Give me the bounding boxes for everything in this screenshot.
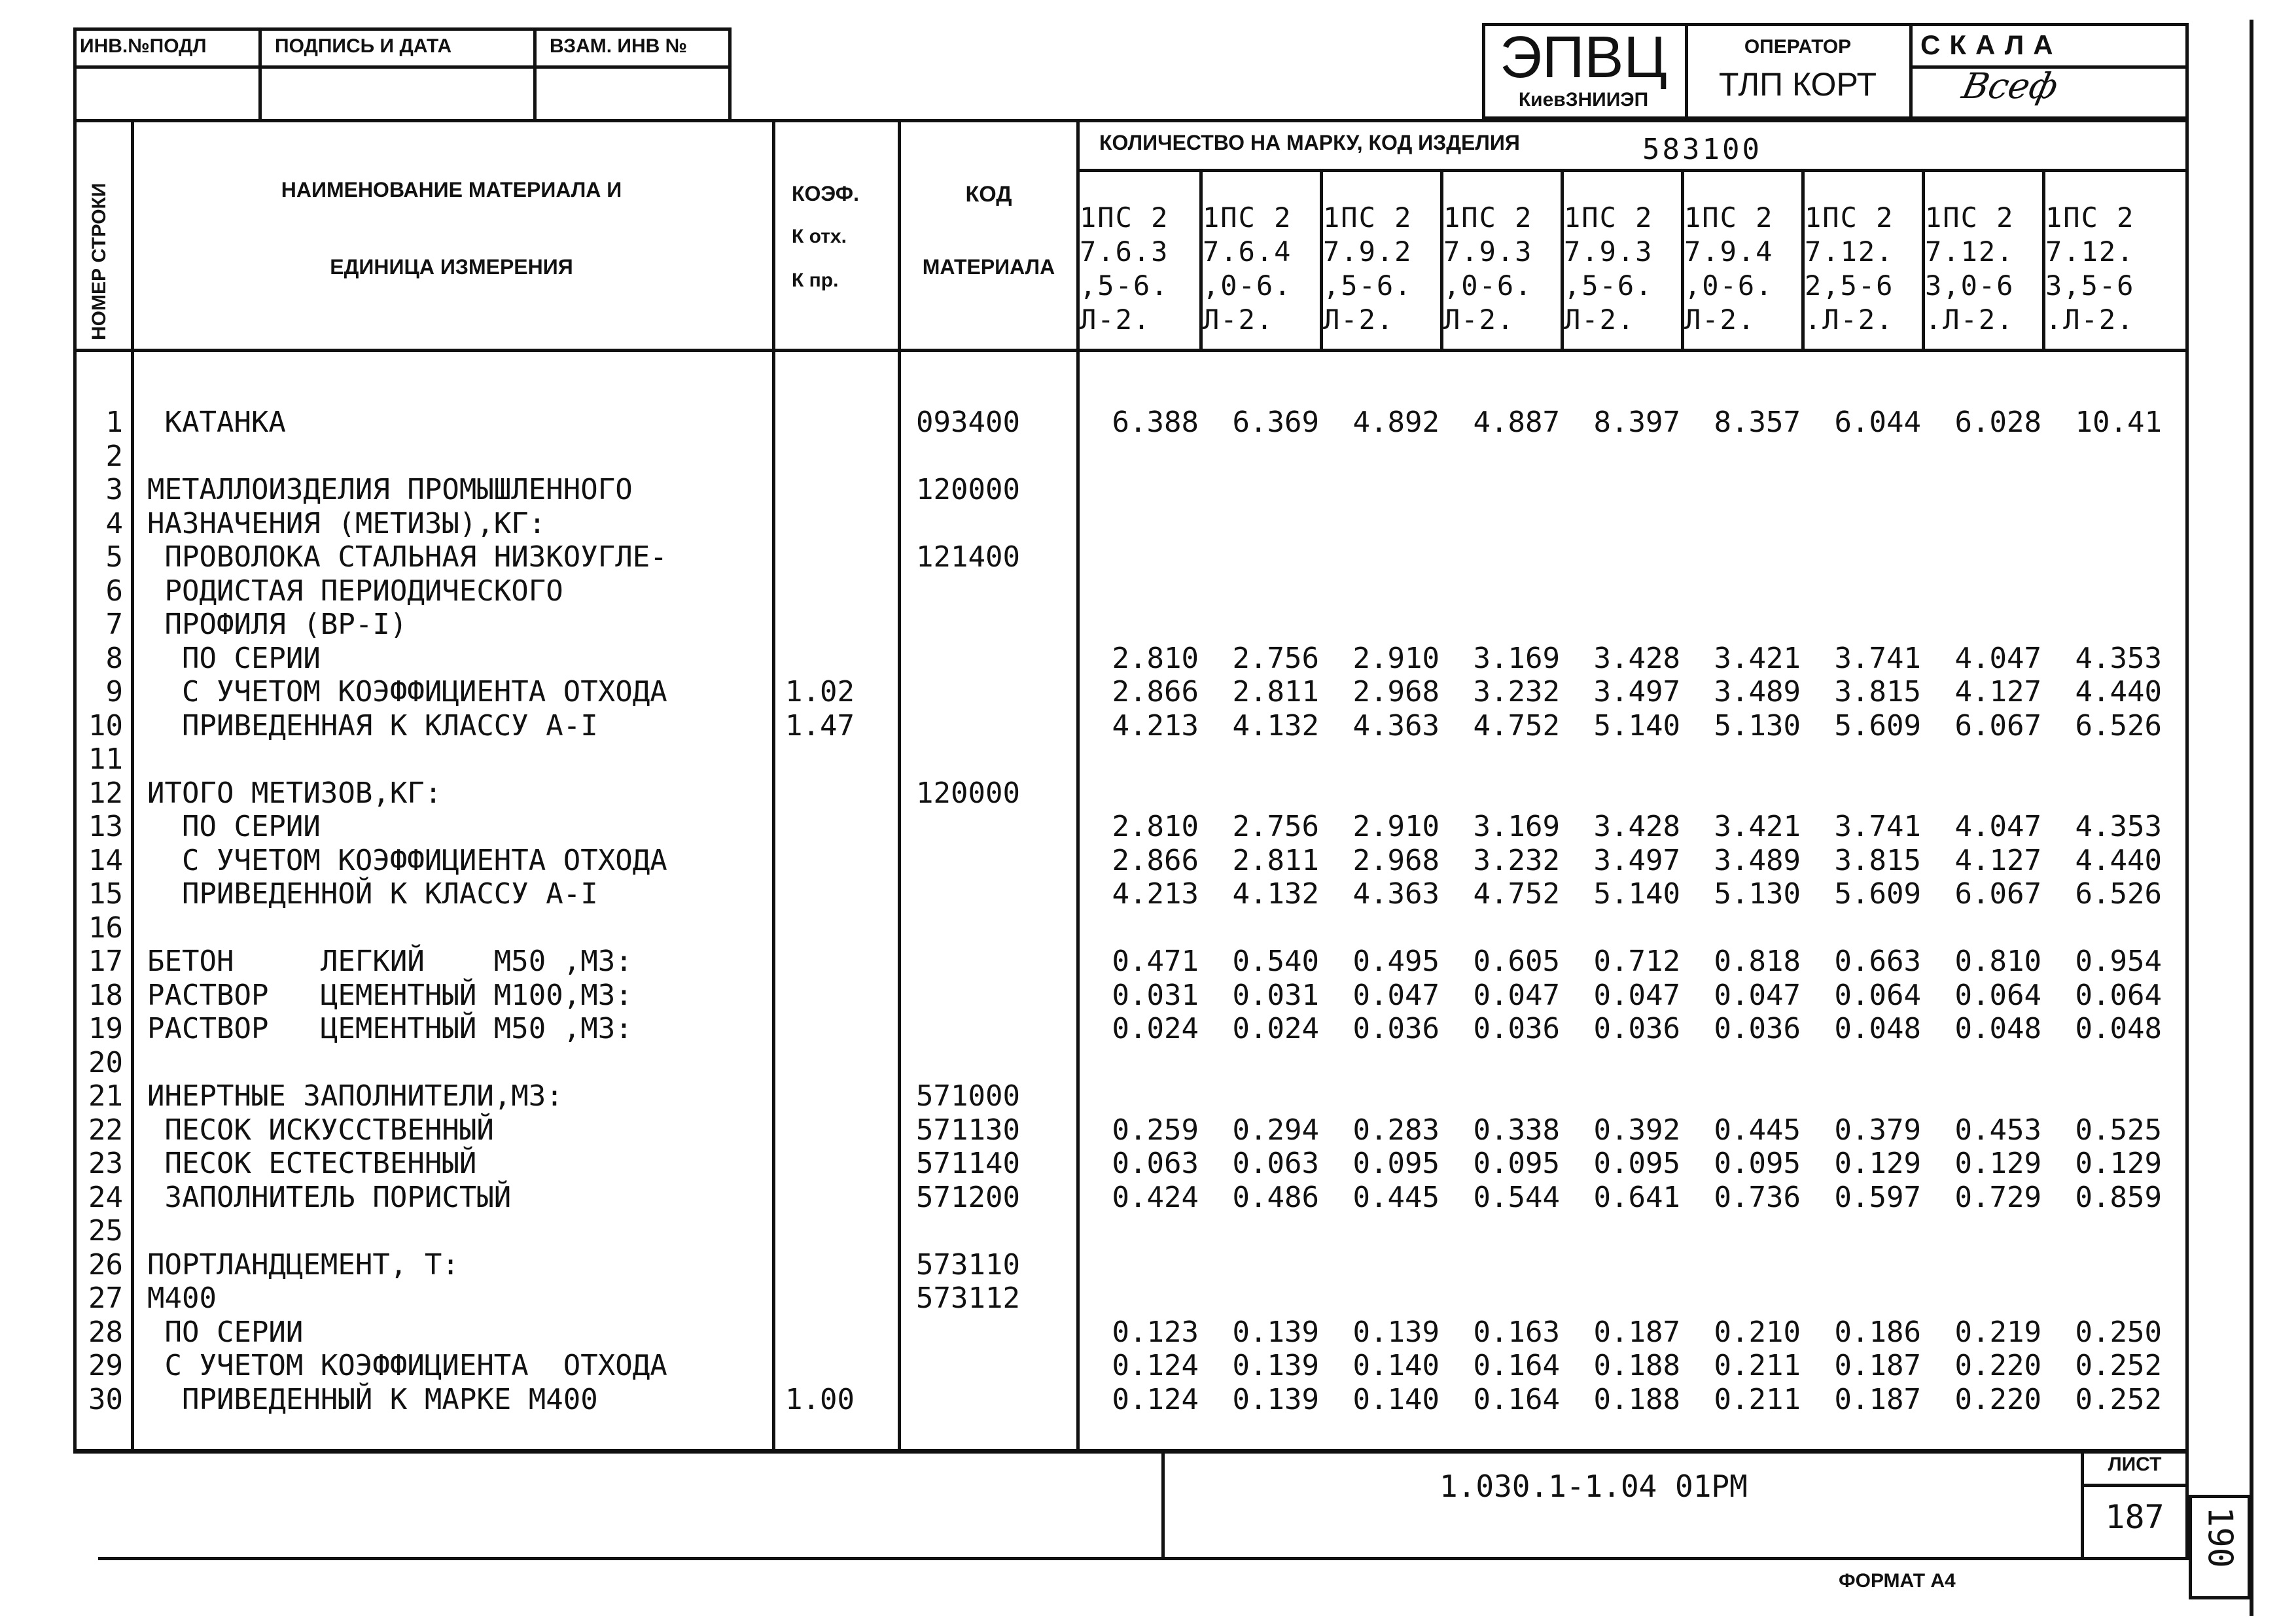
quantity-value: 4.752 <box>1473 709 1560 742</box>
quantity-value: 3.428 <box>1593 810 1680 843</box>
stamp-header-inventory: ИНВ.№ПОДЛ <box>80 35 207 57</box>
quantity-value: 0.047 <box>1352 979 1439 1012</box>
product-column-header: .Л-2. <box>1925 304 2015 336</box>
product-column-header: 1ПС 2 <box>1203 201 1292 234</box>
quantity-value: 4.440 <box>2075 675 2162 708</box>
quantity-value: 6.388 <box>1112 406 1199 439</box>
row-number: 10 <box>88 709 123 742</box>
product-column-header: 1ПС 2 <box>1080 201 1169 234</box>
quantity-header-line <box>1076 169 2189 172</box>
product-column-header: 3,5-6 <box>2045 270 2135 302</box>
quantity-value: 0.047 <box>1473 979 1560 1012</box>
material-name: С УЧЕТОМ КОЭФФИЦИЕНТА ОТХОДА <box>147 1349 667 1382</box>
system-name: СКАЛА <box>1920 29 2062 60</box>
product-column-header: ,0-6. <box>1203 270 1292 302</box>
quantity-value: 0.859 <box>2075 1181 2162 1214</box>
row-number: 1 <box>105 406 123 439</box>
quantity-value: 2.968 <box>1352 675 1439 708</box>
quantity-value: 3.169 <box>1473 642 1560 675</box>
quantity-value: 0.187 <box>1834 1383 1921 1416</box>
quantity-value: 0.124 <box>1112 1383 1199 1416</box>
stamp-col-divider-2 <box>533 27 537 122</box>
row-number: 22 <box>88 1113 123 1147</box>
quantity-value: 6.526 <box>2075 709 2162 742</box>
org-name: ЭПВЦ <box>1500 25 1667 90</box>
quantity-value: 4.132 <box>1232 877 1319 911</box>
row-number: 5 <box>105 540 123 574</box>
quantity-value: 4.353 <box>2075 810 2162 843</box>
material-code: 120000 <box>916 473 1020 506</box>
quantity-value: 0.597 <box>1834 1181 1921 1214</box>
product-column-header: Л-2. <box>1564 304 1636 336</box>
quantity-value: 3.497 <box>1593 844 1680 877</box>
quantity-value: 5.609 <box>1834 709 1921 742</box>
quantity-value: 0.188 <box>1593 1349 1680 1382</box>
material-name: РОДИСТАЯ ПЕРИОДИЧЕСКОГО <box>147 574 563 608</box>
doc-code: 1.030.1-1.04 01РМ <box>1439 1469 1748 1504</box>
quantity-value: 0.445 <box>1714 1113 1801 1147</box>
header-bottom-line <box>73 349 2189 352</box>
material-code: 573112 <box>916 1282 1020 1315</box>
material-code: 573110 <box>916 1248 1020 1282</box>
quantity-value: 6.526 <box>2075 877 2162 911</box>
format-label: ФОРМАТ А4 <box>1839 1570 1956 1592</box>
quantity-value: 0.139 <box>1232 1349 1319 1382</box>
coef-header-kwaste: К отх. <box>792 226 847 247</box>
product-column-header: ,5-6. <box>1323 270 1413 302</box>
quantity-value: 2.866 <box>1112 844 1199 877</box>
quantity-value: 4.363 <box>1352 709 1439 742</box>
row-number: 20 <box>88 1046 123 1079</box>
quantity-value: 0.129 <box>1834 1147 1921 1180</box>
material-name: БЕТОН ЛЕГКИЙ М50 ,М3: <box>147 945 633 978</box>
quantity-value: 4.213 <box>1112 709 1199 742</box>
row-number: 11 <box>88 742 123 776</box>
quantity-value: 5.130 <box>1714 877 1801 911</box>
quantity-value: 2.910 <box>1352 810 1439 843</box>
page-number: 190 <box>2200 1507 2240 1568</box>
col-divider-coef <box>898 119 901 1454</box>
material-name: ЗАПОЛНИТЕЛЬ ПОРИСТЫЙ <box>147 1181 512 1214</box>
product-column-header: 7.9.3 <box>1564 236 1653 268</box>
right-edge-line <box>2250 20 2253 1616</box>
row-number: 27 <box>88 1282 123 1315</box>
quantity-value: 8.357 <box>1714 406 1801 439</box>
quantity-value: 0.164 <box>1473 1349 1560 1382</box>
product-column-header: .Л-2. <box>2045 304 2135 336</box>
product-column-header: ,5-6. <box>1564 270 1653 302</box>
material-name: ПОРТЛАНДЦЕМЕНТ, Т: <box>147 1248 459 1282</box>
product-column-header: 1ПС 2 <box>2045 201 2135 234</box>
quantity-value: 4.892 <box>1352 406 1439 439</box>
quantity-value: 0.259 <box>1112 1113 1199 1147</box>
quantity-value: 0.220 <box>1954 1383 2041 1416</box>
product-column-header: Л-2. <box>1323 304 1395 336</box>
quantity-value: 2.756 <box>1232 810 1319 843</box>
product-column-header: 1ПС 2 <box>1323 201 1413 234</box>
quantity-value: 0.024 <box>1232 1012 1319 1045</box>
quantity-value: 0.129 <box>1954 1147 2041 1180</box>
quantity-value: 2.811 <box>1232 844 1319 877</box>
code-header-line2: МАТЕРИАЛА <box>922 255 1055 279</box>
sheet-box-divider <box>2081 1484 2189 1487</box>
quantity-value: 3.421 <box>1714 642 1801 675</box>
quantity-value: 0.712 <box>1593 945 1680 978</box>
quantity-value: 0.525 <box>2075 1113 2162 1147</box>
sheet-label: ЛИСТ <box>2108 1454 2162 1475</box>
material-name: ПРИВЕДЕННЫЙ К МАРКЕ М400 <box>147 1383 598 1416</box>
material-name: ПРИВЕДЕННАЯ К КЛАССУ А-I <box>147 709 598 742</box>
product-column-header: 1ПС 2 <box>1564 201 1653 234</box>
row-number-header: НОМЕР СТРОКИ <box>88 183 110 340</box>
product-column-header: 7.12. <box>1805 236 1894 268</box>
quantity-value: 0.186 <box>1834 1316 1921 1349</box>
product-column-header: 7.6.3 <box>1080 236 1169 268</box>
row-number: 12 <box>88 777 123 810</box>
quantity-value: 0.283 <box>1352 1113 1439 1147</box>
material-name: МЕТАЛЛОИЗДЕЛИЯ ПРОМЫШЛЕННОГО <box>147 473 633 506</box>
stamp-divider <box>73 65 732 69</box>
row-number: 4 <box>105 507 123 540</box>
coefficient: 1.00 <box>785 1383 855 1416</box>
quantity-value: 0.471 <box>1112 945 1199 978</box>
row-number: 9 <box>105 675 123 708</box>
quantity-value: 0.729 <box>1954 1181 2041 1214</box>
material-name: ПРОВОЛОКА СТАЛЬНАЯ НИЗКОУГЛЕ- <box>147 540 667 574</box>
quantity-value: 0.445 <box>1352 1181 1439 1214</box>
quantity-value: 0.048 <box>1834 1012 1921 1045</box>
org-divider-2 <box>1909 23 1913 120</box>
material-code: 571130 <box>916 1113 1020 1147</box>
quantity-value: 3.232 <box>1473 675 1560 708</box>
material-name: С УЧЕТОМ КОЭФФИЦИЕНТА ОТХОДА <box>147 675 667 708</box>
quantity-value: 4.752 <box>1473 877 1560 911</box>
quantity-value: 3.815 <box>1834 844 1921 877</box>
quantity-value: 0.139 <box>1352 1316 1439 1349</box>
quantity-value: 0.064 <box>1834 979 1921 1012</box>
material-name: ИНЕРТНЫЕ ЗАПОЛНИТЕЛИ,М3: <box>147 1079 563 1113</box>
quantity-value: 4.353 <box>2075 642 2162 675</box>
quantity-value: 0.250 <box>2075 1316 2162 1349</box>
material-name: ПЕСОК ЕСТЕСТВЕННЫЙ <box>147 1147 477 1180</box>
row-number: 30 <box>88 1383 123 1416</box>
product-column-header: 1ПС 2 <box>1925 201 2015 234</box>
quantity-value: 4.047 <box>1954 810 2041 843</box>
footer-divider-left <box>1161 1449 1165 1560</box>
row-number: 3 <box>105 473 123 506</box>
quantity-value: 3.815 <box>1834 675 1921 708</box>
quantity-value: 0.036 <box>1593 1012 1680 1045</box>
quantity-value: 0.140 <box>1352 1383 1439 1416</box>
quantity-value: 0.064 <box>2075 979 2162 1012</box>
quantity-value: 0.486 <box>1232 1181 1319 1214</box>
quantity-value: 6.369 <box>1232 406 1319 439</box>
quantity-value: 0.095 <box>1714 1147 1801 1180</box>
quantity-value: 0.379 <box>1834 1113 1921 1147</box>
quantity-value: 10.41 <box>2075 406 2162 439</box>
material-header-line2: ЕДИНИЦА ИЗМЕРЕНИЯ <box>330 255 573 279</box>
row-number: 21 <box>88 1079 123 1113</box>
quantity-value: 0.544 <box>1473 1181 1560 1214</box>
row-number: 28 <box>88 1316 123 1349</box>
row-number: 8 <box>105 642 123 675</box>
col-divider-name <box>772 119 775 1454</box>
quantity-value: 5.609 <box>1834 877 1921 911</box>
quantity-value: 0.047 <box>1593 979 1680 1012</box>
quantity-value: 2.968 <box>1352 844 1439 877</box>
product-column-header: 1ПС 2 <box>1805 201 1894 234</box>
row-number: 24 <box>88 1181 123 1214</box>
quantity-value: 2.810 <box>1112 810 1199 843</box>
quantity-value: 4.047 <box>1954 642 2041 675</box>
quantity-value: 0.063 <box>1112 1147 1199 1180</box>
quantity-value: 4.887 <box>1473 406 1560 439</box>
quantity-value: 0.736 <box>1714 1181 1801 1214</box>
quantity-value: 0.818 <box>1714 945 1801 978</box>
quantity-value: 0.210 <box>1714 1316 1801 1349</box>
quantity-value: 0.164 <box>1473 1383 1560 1416</box>
quantity-value: 4.363 <box>1352 877 1439 911</box>
quantity-value: 3.169 <box>1473 810 1560 843</box>
row-number: 29 <box>88 1349 123 1382</box>
quantity-value: 0.140 <box>1352 1349 1439 1382</box>
row-number: 6 <box>105 574 123 608</box>
product-column-header: 7.9.3 <box>1443 236 1533 268</box>
product-column-header: Л-2. <box>1080 304 1152 336</box>
quantity-value: 0.424 <box>1112 1181 1199 1214</box>
quantity-value: 4.213 <box>1112 877 1199 911</box>
quantity-value: 3.428 <box>1593 642 1680 675</box>
row-number: 18 <box>88 979 123 1012</box>
material-name: М400 <box>147 1282 217 1315</box>
quantity-value: 0.036 <box>1714 1012 1801 1045</box>
material-name: РАСТВОР ЦЕМЕНТНЫЙ М100,М3: <box>147 979 633 1012</box>
sheet-number: 187 <box>2105 1498 2164 1536</box>
quantity-value: 5.140 <box>1593 709 1680 742</box>
quantity-value: 0.954 <box>2075 945 2162 978</box>
material-name: ПО СЕРИИ <box>147 810 321 843</box>
quantity-value: 3.497 <box>1593 675 1680 708</box>
code-header-line1: КОД <box>965 182 1012 207</box>
quantity-value: 0.252 <box>2075 1383 2162 1416</box>
product-column-header: 1ПС 2 <box>1443 201 1533 234</box>
quantity-value: 2.810 <box>1112 642 1199 675</box>
quantity-header-label: КОЛИЧЕСТВО НА МАРКУ, КОД ИЗДЕЛИЯ <box>1099 131 1520 154</box>
quantity-value: 0.031 <box>1112 979 1199 1012</box>
quantity-value: 0.810 <box>1954 945 2041 978</box>
row-number: 16 <box>88 911 123 945</box>
coefficient: 1.47 <box>785 709 855 742</box>
material-name: НАЗНАЧЕНИЯ (МЕТИЗЫ),КГ: <box>147 507 546 540</box>
quantity-value: 0.031 <box>1232 979 1319 1012</box>
quantity-value: 5.130 <box>1714 709 1801 742</box>
material-code: 121400 <box>916 540 1020 574</box>
org-subtitle: КиевЗНИИЭП <box>1518 89 1649 111</box>
quantity-value: 0.139 <box>1232 1383 1319 1416</box>
quantity-value: 0.663 <box>1834 945 1921 978</box>
quantity-value: 4.127 <box>1954 844 2041 877</box>
material-code: 093400 <box>916 406 1020 439</box>
quantity-value: 0.211 <box>1714 1349 1801 1382</box>
quantity-value: 0.048 <box>1954 1012 2041 1045</box>
quantity-value: 4.127 <box>1954 675 2041 708</box>
quantity-value: 0.036 <box>1352 1012 1439 1045</box>
material-code: 571140 <box>916 1147 1020 1180</box>
quantity-value: 4.440 <box>2075 844 2162 877</box>
quantity-value: 0.211 <box>1714 1383 1801 1416</box>
material-code: 120000 <box>916 777 1020 810</box>
quantity-value: 4.132 <box>1232 709 1319 742</box>
quantity-value: 2.910 <box>1352 642 1439 675</box>
quantity-value: 3.489 <box>1714 675 1801 708</box>
material-name: ПЕСОК ИСКУССТВЕННЫЙ <box>147 1113 494 1147</box>
product-column-header: .Л-2. <box>1805 304 1894 336</box>
stamp-col-divider-1 <box>258 27 262 122</box>
signature: Всеф <box>1958 65 2062 107</box>
quantity-value: 0.048 <box>2075 1012 2162 1045</box>
material-name: ПО СЕРИИ <box>147 642 321 675</box>
material-code: 571000 <box>916 1079 1020 1113</box>
quantity-value: 0.095 <box>1593 1147 1680 1180</box>
coefficient: 1.02 <box>785 675 855 708</box>
quantity-value: 2.811 <box>1232 675 1319 708</box>
quantity-value: 0.163 <box>1473 1316 1560 1349</box>
quantity-value: 0.453 <box>1954 1113 2041 1147</box>
quantity-value: 0.294 <box>1232 1113 1319 1147</box>
quantity-value: 0.064 <box>1954 979 2041 1012</box>
quantity-value: 6.028 <box>1954 406 2041 439</box>
quantity-value: 0.219 <box>1954 1316 2041 1349</box>
coef-header-title: КОЭФ. <box>792 182 859 205</box>
product-column-header: 7.9.4 <box>1684 236 1774 268</box>
quantity-value: 0.124 <box>1112 1349 1199 1382</box>
product-column-header: 7.6.4 <box>1203 236 1292 268</box>
stamp-header-replace: ВЗАМ. ИНВ № <box>550 35 688 57</box>
product-column-header: ,5-6. <box>1080 270 1169 302</box>
material-name: С УЧЕТОМ КОЭФФИЦИЕНТА ОТХОДА <box>147 844 667 877</box>
product-code: 583100 <box>1642 133 1762 166</box>
quantity-value: 0.641 <box>1593 1181 1680 1214</box>
quantity-value: 2.866 <box>1112 675 1199 708</box>
quantity-value: 6.067 <box>1954 709 2041 742</box>
stamp-header-signature: ПОДПИСЬ И ДАТА <box>275 35 452 57</box>
material-code: 571200 <box>916 1181 1020 1214</box>
product-column-header: ,0-6. <box>1684 270 1774 302</box>
quantity-value: 6.044 <box>1834 406 1921 439</box>
quantity-value: 0.495 <box>1352 945 1439 978</box>
row-number: 23 <box>88 1147 123 1180</box>
product-column-header: Л-2. <box>1443 304 1515 336</box>
quantity-value: 0.063 <box>1232 1147 1319 1180</box>
quantity-value: 0.129 <box>2075 1147 2162 1180</box>
operator-label: ОПЕРАТОР <box>1744 36 1852 58</box>
row-number: 2 <box>105 440 123 473</box>
quantity-value: 2.756 <box>1232 642 1319 675</box>
row-number: 14 <box>88 844 123 877</box>
quantity-value: 0.338 <box>1473 1113 1560 1147</box>
material-header-line1: НАИМЕНОВАНИЕ МАТЕРИАЛА И <box>281 178 622 201</box>
product-column-header: 7.12. <box>2045 236 2135 268</box>
quantity-value: 0.187 <box>1834 1349 1921 1382</box>
material-name: ПРОФИЛЯ (ВР-I) <box>147 608 408 641</box>
product-column-header: 2,5-6 <box>1805 270 1894 302</box>
quantity-value: 0.252 <box>2075 1349 2162 1382</box>
coef-header-kpr: К пр. <box>792 270 839 291</box>
product-column-header: 3,0-6 <box>1925 270 2015 302</box>
quantity-value: 3.232 <box>1473 844 1560 877</box>
quantity-value: 0.024 <box>1112 1012 1199 1045</box>
footer-line-top <box>73 1449 2189 1452</box>
row-number: 25 <box>88 1214 123 1248</box>
quantity-value: 0.188 <box>1593 1383 1680 1416</box>
quantity-value: 5.140 <box>1593 877 1680 911</box>
operator-value: ТЛП КОРТ <box>1718 66 1877 103</box>
row-number: 15 <box>88 877 123 911</box>
material-name: ИТОГО МЕТИЗОВ,КГ: <box>147 777 442 810</box>
quantity-value: 8.397 <box>1593 406 1680 439</box>
quantity-value: 6.067 <box>1954 877 2041 911</box>
quantity-value: 0.540 <box>1232 945 1319 978</box>
quantity-value: 3.741 <box>1834 810 1921 843</box>
quantity-value: 0.220 <box>1954 1349 2041 1382</box>
quantity-value: 0.095 <box>1473 1147 1560 1180</box>
material-name: ПО СЕРИИ <box>147 1316 304 1349</box>
material-name: РАСТВОР ЦЕМЕНТНЫЙ М50 ,М3: <box>147 1012 633 1045</box>
quantity-value: 3.489 <box>1714 844 1801 877</box>
material-name: КАТАНКА <box>147 406 286 439</box>
row-number: 7 <box>105 608 123 641</box>
row-number: 19 <box>88 1012 123 1045</box>
row-number: 13 <box>88 810 123 843</box>
quantity-value: 3.421 <box>1714 810 1801 843</box>
product-column-header: Л-2. <box>1684 304 1756 336</box>
product-column-header: Л-2. <box>1203 304 1275 336</box>
footer-line-bottom <box>98 1557 2189 1560</box>
quantity-value: 0.139 <box>1232 1316 1319 1349</box>
quantity-value: 0.095 <box>1352 1147 1439 1180</box>
row-number: 26 <box>88 1248 123 1282</box>
product-column-header: 7.12. <box>1925 236 2015 268</box>
product-column-header: ,0-6. <box>1443 270 1533 302</box>
quantity-value: 0.392 <box>1593 1113 1680 1147</box>
quantity-value: 0.047 <box>1714 979 1801 1012</box>
col-divider-rownum <box>131 119 134 1454</box>
quantity-value: 0.036 <box>1473 1012 1560 1045</box>
material-name: ПРИВЕДЕННОЙ К КЛАССУ А-I <box>147 877 598 911</box>
row-number: 17 <box>88 945 123 978</box>
quantity-value: 3.741 <box>1834 642 1921 675</box>
product-column-header: 7.9.2 <box>1323 236 1413 268</box>
quantity-value: 0.123 <box>1112 1316 1199 1349</box>
product-column-header: 1ПС 2 <box>1684 201 1774 234</box>
quantity-value: 0.187 <box>1593 1316 1680 1349</box>
quantity-value: 0.605 <box>1473 945 1560 978</box>
